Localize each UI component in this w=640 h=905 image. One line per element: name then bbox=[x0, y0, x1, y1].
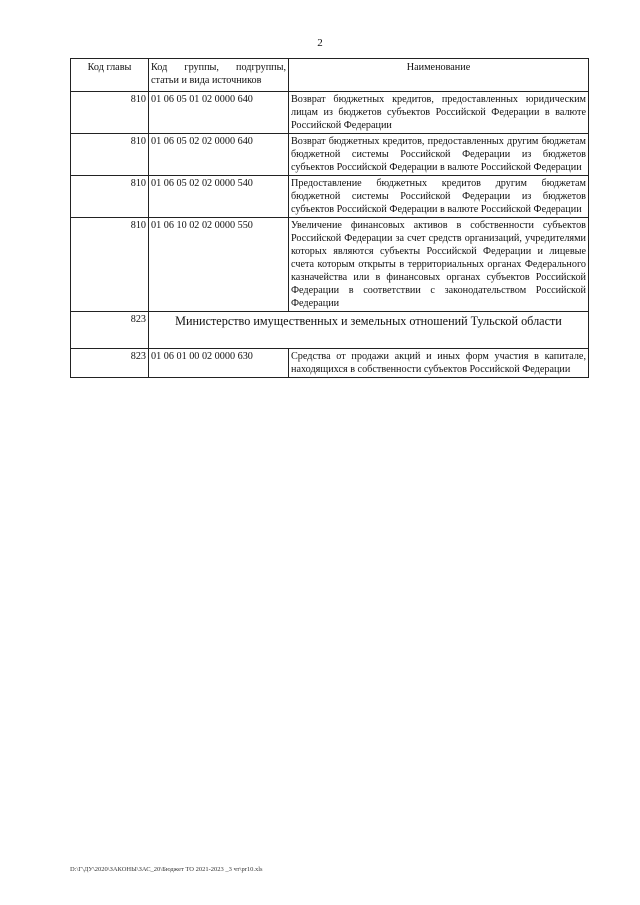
table-header-row bbox=[71, 59, 589, 92]
source-code-cell: 01 06 01 00 02 0000 630 bbox=[149, 349, 289, 378]
table-row bbox=[71, 218, 589, 312]
source-name-cell: Средства от продажи акций и иных форм участия в капитале, находящихся в собственности субъектов Российской Федерации bbox=[289, 349, 589, 378]
ministry-row bbox=[71, 312, 589, 349]
table-row bbox=[71, 134, 589, 176]
chapter-code-cell: 810 bbox=[71, 218, 149, 312]
source-code-cell: 01 06 10 02 02 0000 550 bbox=[149, 218, 289, 312]
source-name-cell: Предоставление бюджетных кредитов другим бюджетам бюджетной системы Российской Федерации из бюджетов субъектов Российской Федерации в валюте Российской Федерации bbox=[289, 176, 589, 218]
file-path-footer: D:\Г\ДУ\2020\ЗАКОНЫ\ЗАС_20\Бюджет ТО 2021-2023 _3 чт\pr10.xls bbox=[70, 866, 263, 873]
source-name-cell: Увеличение финансовых активов в собственности субъектов Российской Федерации за счет средств организаций, учредителями которых являются субъекты Российской Федерации и лицевые счета которым открыты в территориальных органах Федерального казначейства или в финансовых органах субъектов Российской Федерации в соответствии с законодательством Российской Федерации bbox=[289, 218, 589, 312]
chapter-code-cell: 810 bbox=[71, 176, 149, 218]
table-row bbox=[71, 349, 589, 378]
header-group-code: Код группы, подгруппы, статьи и вида источников bbox=[149, 59, 289, 92]
header-chapter-code: Код главы bbox=[71, 59, 149, 92]
table-row bbox=[71, 92, 589, 134]
source-name-cell: Возврат бюджетных кредитов, предоставленных другим бюджетам бюджетной системы Российской Федерации из бюджетов субъектов Российской Федерации в валюте Российской Федерации bbox=[289, 134, 589, 176]
ministry-title: Министерство имущественных и земельных отношений Тульской области bbox=[149, 312, 589, 349]
header-name: Наименование bbox=[289, 59, 589, 92]
chapter-code-cell: 810 bbox=[71, 134, 149, 176]
chapter-code-cell: 810 bbox=[71, 92, 149, 134]
sources-table bbox=[70, 58, 589, 378]
chapter-code-cell: 823 bbox=[71, 312, 149, 349]
source-code-cell: 01 06 05 02 02 0000 640 bbox=[149, 134, 289, 176]
chapter-code-cell: 823 bbox=[71, 349, 149, 378]
source-name-cell: Возврат бюджетных кредитов, предоставленных юридическим лицам из бюджетов субъектов Российской Федерации в валюте Российской Федерации bbox=[289, 92, 589, 134]
source-code-cell: 01 06 05 02 02 0000 540 bbox=[149, 176, 289, 218]
source-code-cell: 01 06 05 01 02 0000 640 bbox=[149, 92, 289, 134]
page-number: 2 bbox=[317, 37, 323, 49]
table-row bbox=[71, 176, 589, 218]
